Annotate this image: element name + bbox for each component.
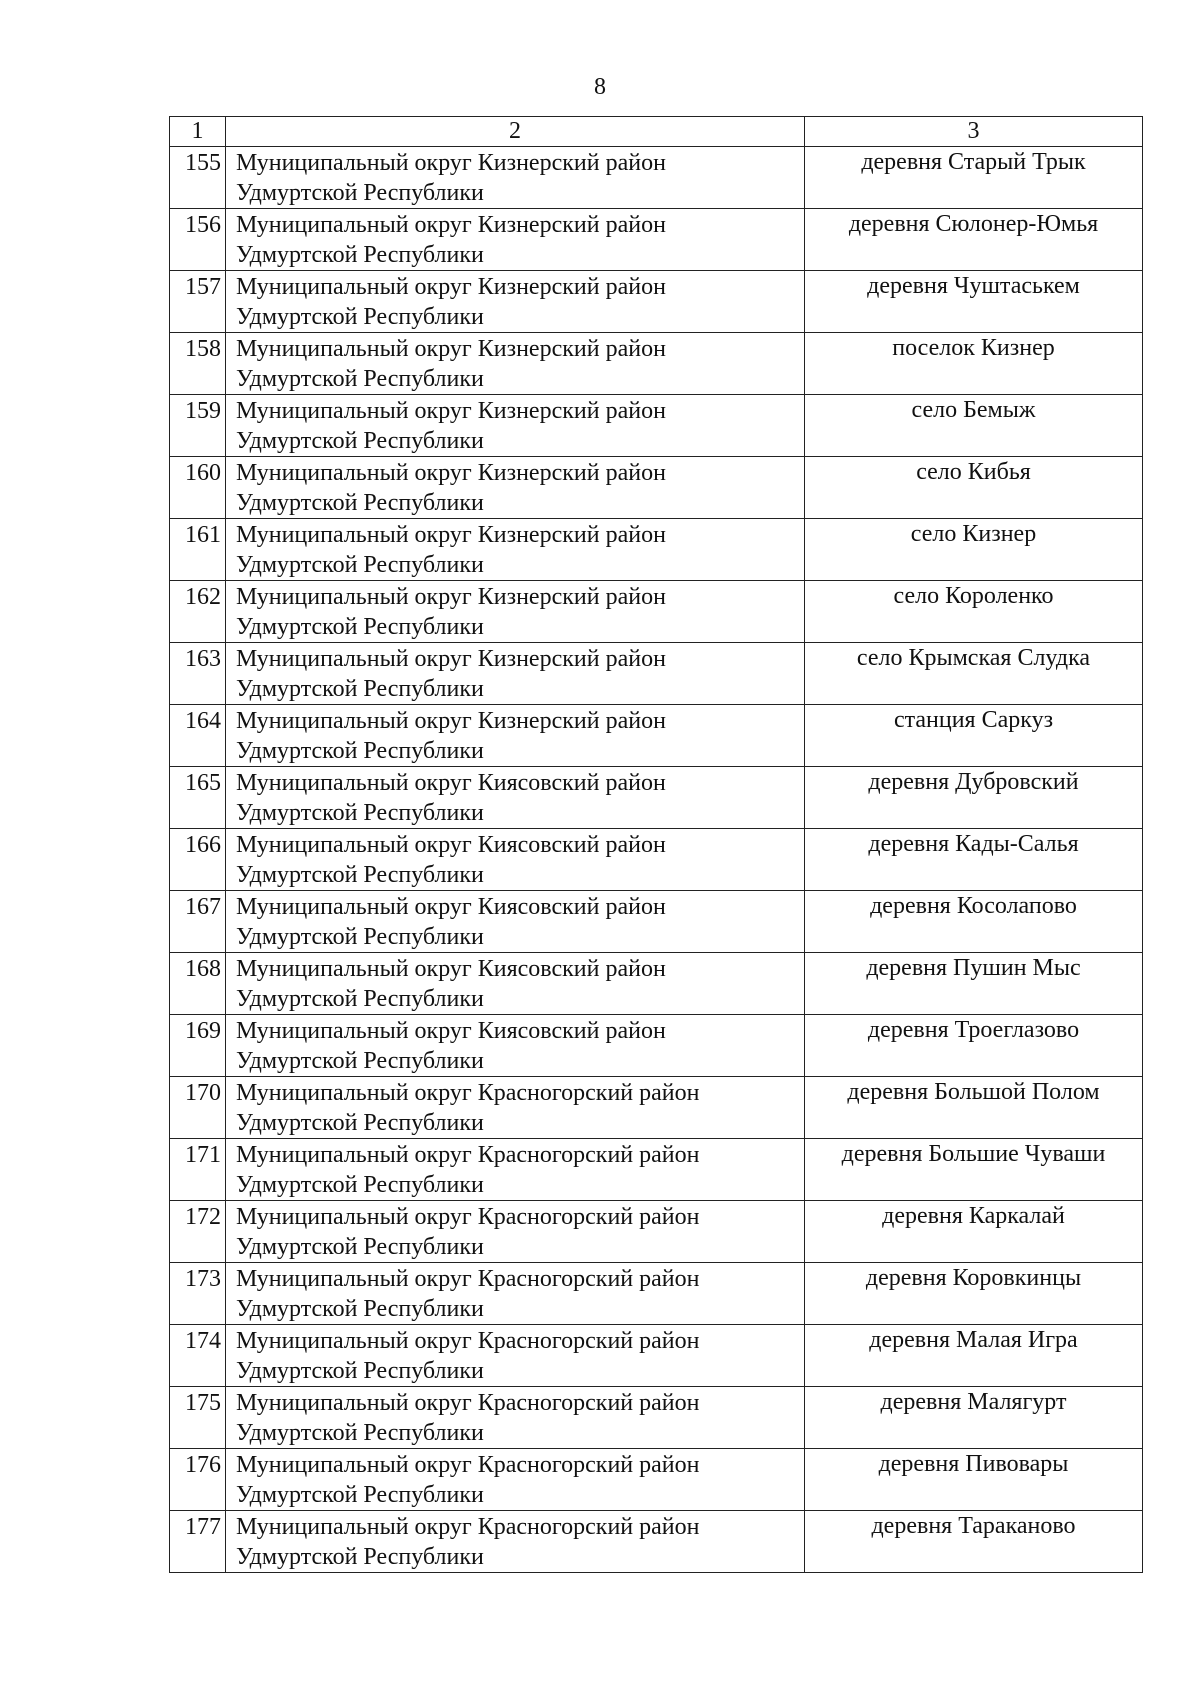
header-col-2: 2 [226,117,805,147]
municipality-line: Удмуртской Республики [236,1544,484,1570]
municipality-line: Удмуртской Республики [236,738,484,764]
table-row [170,271,1143,333]
municipality-line: Муниципальный округ Кизнерский район [236,336,666,362]
municipality-line: Удмуртской Республики [236,552,484,578]
municipality-cell [226,1015,805,1077]
settlement-cell: станция Саркуз [805,705,1143,767]
municipality-cell [226,1325,805,1387]
table-row [170,147,1143,209]
municipality-line: Муниципальный округ Кизнерский район [236,398,666,424]
municipality-line: Удмуртской Республики [236,862,484,888]
municipality-line: Муниципальный округ Киясовский район [236,770,666,796]
row-number: 171 [170,1139,226,1201]
municipality-line: Удмуртской Республики [236,1482,484,1508]
row-number: 167 [170,891,226,953]
municipality-line: Муниципальный округ Красногорский район [236,1390,700,1416]
row-number: 177 [170,1511,226,1573]
municipality-line: Муниципальный округ Кизнерский район [236,584,666,610]
municipality-cell [226,1263,805,1325]
settlement-cell: деревня Косолапово [805,891,1143,953]
municipality-line: Муниципальный округ Киясовский район [236,832,666,858]
municipality-line: Муниципальный округ Кизнерский район [236,646,666,672]
municipality-cell [226,767,805,829]
page-number: 8 [594,74,606,100]
municipality-line: Муниципальный округ Красногорский район [236,1080,700,1106]
settlement-cell: поселок Кизнер [805,333,1143,395]
municipality-line: Удмуртской Республики [236,614,484,640]
settlement-cell: деревня Малягурт [805,1387,1143,1449]
municipality-cell [226,1201,805,1263]
municipality-cell [226,333,805,395]
municipality-cell [226,643,805,705]
row-number: 176 [170,1449,226,1511]
header-col-3: 3 [805,117,1143,147]
table-row [170,953,1143,1015]
settlement-cell: деревня Большой Полом [805,1077,1143,1139]
row-number: 165 [170,767,226,829]
municipality-cell [226,147,805,209]
municipality-line: Муниципальный округ Кизнерский район [236,212,666,238]
settlement-cell: деревня Пивовары [805,1449,1143,1511]
row-number: 163 [170,643,226,705]
row-number: 169 [170,1015,226,1077]
settlement-cell: село Бемыж [805,395,1143,457]
table-row [170,1263,1143,1325]
municipality-line: Муниципальный округ Киясовский район [236,956,666,982]
municipality-cell [226,1449,805,1511]
municipality-cell [226,891,805,953]
municipality-line: Удмуртской Республики [236,924,484,950]
table-header-row [170,117,1143,147]
row-number: 155 [170,147,226,209]
municipality-cell [226,1387,805,1449]
municipality-cell [226,271,805,333]
settlement-cell: деревня Старый Трык [805,147,1143,209]
municipality-line: Удмуртской Республики [236,1048,484,1074]
municipality-line: Удмуртской Республики [236,986,484,1012]
table-row [170,333,1143,395]
table-row [170,581,1143,643]
municipality-line: Удмуртской Республики [236,1420,484,1446]
municipality-line: Удмуртской Республики [236,1172,484,1198]
settlement-cell: деревня Сюлонер-Юмья [805,209,1143,271]
municipality-line: Удмуртской Республики [236,366,484,392]
table-row [170,1511,1143,1573]
settlements-table [169,116,1143,1573]
settlement-cell: деревня Каркалай [805,1201,1143,1263]
table-row [170,1325,1143,1387]
municipality-line: Удмуртской Республики [236,1234,484,1260]
municipality-cell [226,581,805,643]
row-number: 166 [170,829,226,891]
municipality-line: Муниципальный округ Кизнерский район [236,460,666,486]
municipality-line: Муниципальный округ Красногорский район [236,1328,700,1354]
municipality-cell [226,705,805,767]
municipality-line: Муниципальный округ Кизнерский район [236,708,666,734]
settlement-cell: село Крымская Слудка [805,643,1143,705]
municipality-cell [226,209,805,271]
municipality-line: Удмуртской Республики [236,676,484,702]
municipality-cell [226,395,805,457]
table-row [170,1449,1143,1511]
municipality-line: Муниципальный округ Киясовский район [236,1018,666,1044]
municipality-line: Удмуртской Республики [236,1358,484,1384]
municipality-line: Муниципальный округ Красногорский район [236,1452,700,1478]
row-number: 156 [170,209,226,271]
row-number: 170 [170,1077,226,1139]
municipality-line: Удмуртской Республики [236,242,484,268]
municipality-line: Удмуртской Республики [236,1296,484,1322]
settlement-cell: село Кизнер [805,519,1143,581]
municipality-line: Удмуртской Республики [236,800,484,826]
row-number: 162 [170,581,226,643]
row-number: 175 [170,1387,226,1449]
municipality-cell [226,1139,805,1201]
municipality-line: Удмуртской Республики [236,428,484,454]
municipality-cell [226,953,805,1015]
municipality-line: Муниципальный округ Киясовский район [236,894,666,920]
municipality-line: Муниципальный округ Красногорский район [236,1514,700,1540]
table-body [170,117,1143,1573]
municipality-line: Муниципальный округ Кизнерский район [236,150,666,176]
municipality-cell [226,829,805,891]
row-number: 160 [170,457,226,519]
municipality-cell [226,457,805,519]
settlement-cell: деревня Пушин Мыс [805,953,1143,1015]
municipality-line: Муниципальный округ Кизнерский район [236,274,666,300]
settlement-cell: деревня Тараканово [805,1511,1143,1573]
row-number: 158 [170,333,226,395]
header-col-1: 1 [170,117,226,147]
municipality-line: Муниципальный округ Красногорский район [236,1142,700,1168]
municipality-line: Муниципальный округ Кизнерский район [236,522,666,548]
municipality-cell [226,519,805,581]
table-row [170,519,1143,581]
table-row [170,767,1143,829]
settlement-cell: деревня Большие Чуваши [805,1139,1143,1201]
row-number: 164 [170,705,226,767]
row-number: 172 [170,1201,226,1263]
row-number: 157 [170,271,226,333]
table-row [170,705,1143,767]
table-row [170,829,1143,891]
table-row [170,1201,1143,1263]
municipality-cell [226,1511,805,1573]
table-row [170,457,1143,519]
row-number: 161 [170,519,226,581]
settlement-cell: село Кибья [805,457,1143,519]
table-row [170,643,1143,705]
row-number: 173 [170,1263,226,1325]
municipality-line: Удмуртской Республики [236,180,484,206]
settlement-cell: деревня Дубровский [805,767,1143,829]
settlement-cell: деревня Чуштаськем [805,271,1143,333]
row-number: 174 [170,1325,226,1387]
municipality-cell [226,1077,805,1139]
settlement-cell: деревня Малая Игра [805,1325,1143,1387]
table-row [170,1015,1143,1077]
row-number: 168 [170,953,226,1015]
table-row [170,209,1143,271]
settlement-cell: село Короленко [805,581,1143,643]
municipality-line: Муниципальный округ Красногорский район [236,1204,700,1230]
table-row [170,395,1143,457]
settlement-cell: деревня Кады-Салья [805,829,1143,891]
municipality-line: Удмуртской Республики [236,1110,484,1136]
table-row [170,1077,1143,1139]
municipality-line: Удмуртской Республики [236,490,484,516]
table-row [170,1139,1143,1201]
table-row [170,1387,1143,1449]
municipality-line: Удмуртской Республики [236,304,484,330]
table-row [170,891,1143,953]
settlement-cell: деревня Троеглазово [805,1015,1143,1077]
municipality-line: Муниципальный округ Красногорский район [236,1266,700,1292]
settlement-cell: деревня Коровкинцы [805,1263,1143,1325]
row-number: 159 [170,395,226,457]
